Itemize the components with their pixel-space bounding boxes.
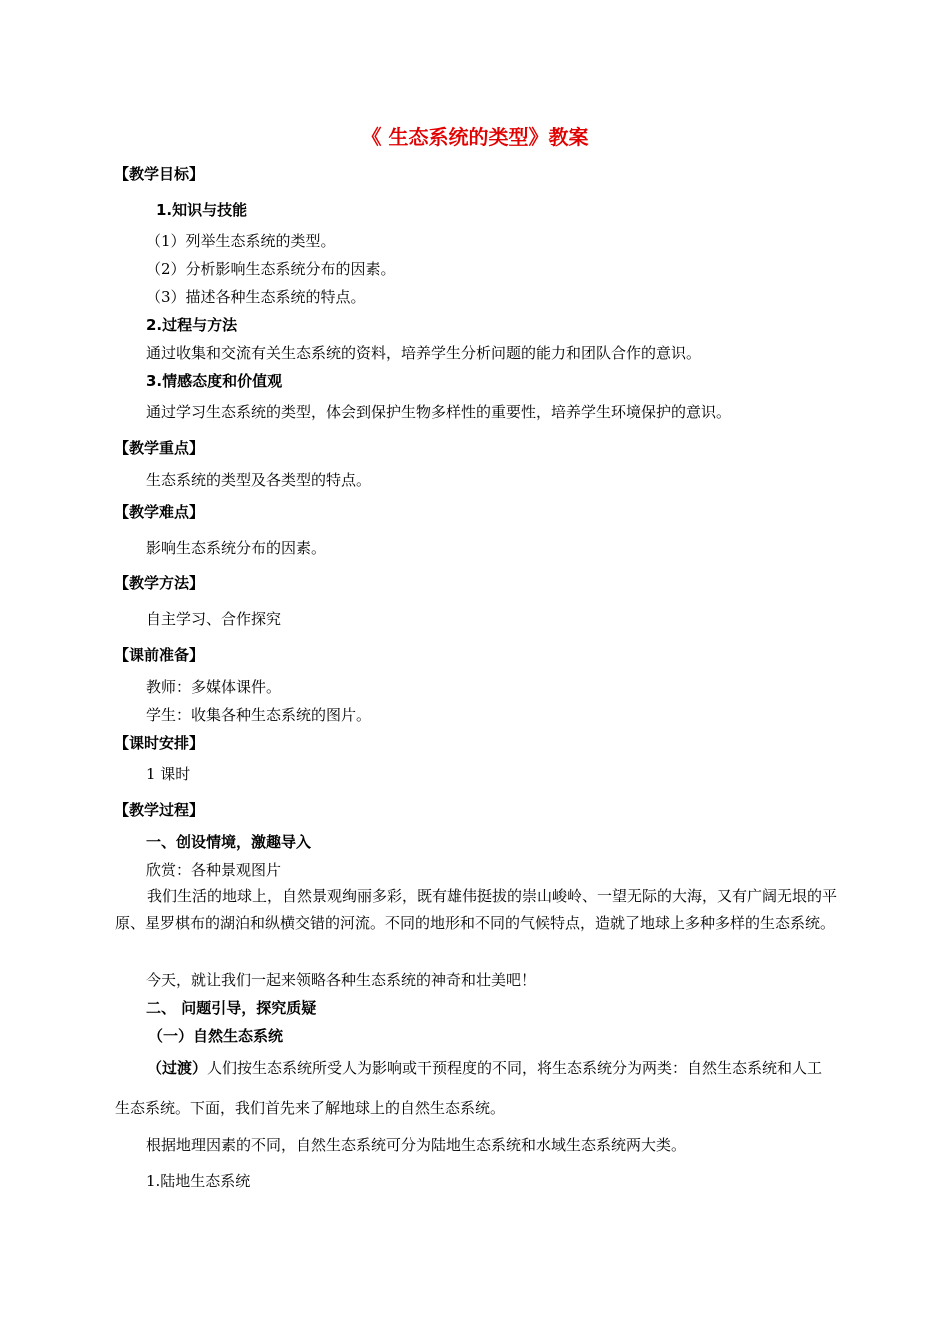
terrestrial-ecosystem-heading: 1.陆地生态系统 [146, 1172, 251, 1190]
goal-item: （1）列举生态系统的类型。 [146, 232, 336, 250]
document-title: 《 生态系统的类型》教案 [361, 125, 589, 149]
process-step-1-heading: 一、创设情境，激趣导入 [146, 833, 312, 851]
prep-teacher: 教师：多媒体课件。 [146, 678, 282, 696]
section-methods: 【教学方法】 [114, 574, 205, 592]
goal-item: （2）分析影响生态系统分布的因素。 [146, 260, 396, 278]
key-points-text: 生态系统的类型及各类型的特点。 [146, 471, 372, 489]
goal-attitude-heading: 3.情感态度和价值观 [146, 372, 283, 390]
transition-paragraph [115, 1048, 837, 1128]
schedule-text: 1 课时 [146, 765, 191, 783]
natural-ecosystem-categories: 根据地理因素的不同，自然生态系统可分为陆地生态系统和水域生态系统两大类。 [146, 1136, 687, 1154]
transition-label: （过渡） [147, 1059, 208, 1077]
transition-text: 人们按生态系统所受人为影响或干预程度的不同，将生态系统分为两类：自然生态系统和人工生态系统。下面，我们首先来了解地球上的自然生态系统。 [115, 1059, 823, 1117]
process-step-1-activity: 欣赏：各种景观图片 [146, 861, 282, 879]
goal-process-text: 通过收集和交流有关生态系统的资料，培养学生分析问题的能力和团队合作的意识。 [146, 344, 702, 362]
goal-attitude-text: 通过学习生态系统的类型，体会到保护生物多样性的重要性，培养学生环境保护的意识。 [146, 403, 732, 421]
process-step-1-paragraph: 我们生活的地球上，自然景观绚丽多彩，既有雄伟挺拔的崇山峻岭、一望无际的大海，又有广阔无垠的平原、星罗棋布的湖泊和纵横交错的河流。不同的地形和不同的气候特点，造就了地球上多种多样的生态系统。 [115, 887, 838, 932]
process-step-2-heading: 二、 问题引导，探究质疑 [146, 999, 317, 1017]
process-step-1-closing: 今天，就让我们一起来领略各种生态系统的神奇和壮美吧！ [146, 971, 537, 989]
goal-process-heading: 2.过程与方法 [146, 316, 238, 334]
difficulties-text: 影响生态系统分布的因素。 [146, 539, 327, 557]
section-teaching-goals: 【教学目标】 [114, 165, 205, 183]
methods-text: 自主学习、合作探究 [146, 610, 282, 628]
section-key-points: 【教学重点】 [114, 439, 205, 457]
section-preparation: 【课前准备】 [114, 646, 205, 664]
section-schedule: 【课时安排】 [114, 734, 205, 752]
goal-knowledge-heading: 1.知识与技能 [156, 201, 248, 219]
goal-item: （3）描述各种生态系统的特点。 [146, 288, 366, 306]
prep-student: 学生：收集各种生态系统的图片。 [146, 706, 372, 724]
natural-ecosystem-heading: （一）自然生态系统 [148, 1027, 284, 1045]
section-process: 【教学过程】 [114, 801, 205, 819]
section-difficulties: 【教学难点】 [114, 503, 205, 521]
